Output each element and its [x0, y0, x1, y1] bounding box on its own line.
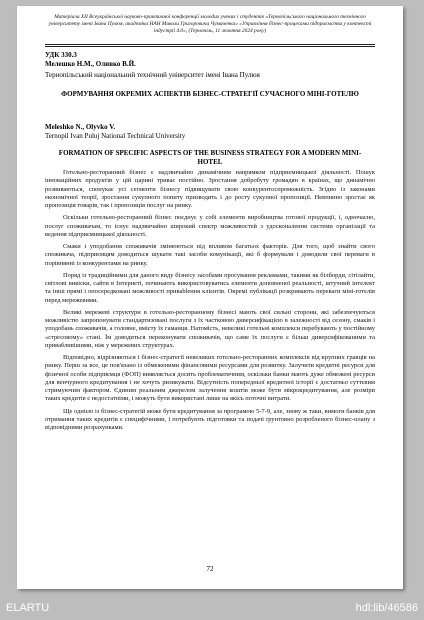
- paragraph: Готельно-ресторанний бізнес є надзвичайно динамічним напрямком підприємницької діяльності. Пошук інноваційних продуктів у цій царині триває постійно. Зростання добробуту громадян в країнах, що динамічно розвиваються, спонукає усі сегменти бізнесу підвищувати свою конкурентоспроможність. Згідно із законами економічної теорії, зростання сукупного попиту призводить і до росту сукупної пропозиції. Невпинно зростає як пропозиція товарів, так і пропозиція послуг на ринку.: [45, 169, 375, 209]
- udk-code: УДК 330.3: [45, 51, 77, 59]
- paragraph: Смаки і уподобання споживачів змінюються під впливом багатьох факторів. Для того, щоб знайти свого споживача, підприємцям доводиться шукати такі засоби комунікації, які б формували і доводили свої переваги в порівнянні із конкурентами на ринку.: [45, 243, 375, 267]
- paragraph: Ще однією із бізнес-стратегій може бути кредитування за програмою 5-7-9, але, знову ж таки, вимоги банків для отримання таких кредитів є специфічними, і потребують підготовки та подачі ґрунтовно розробленого бізнес-плану з відповідними розрахунками.: [45, 407, 375, 431]
- affiliation-ukrainian: Тернопільський національний технічний університет імені Івана Пулюя: [45, 71, 260, 79]
- viewer-footer: [0, 598, 424, 620]
- authors-english: Meleshko N., Olyvko V.: [45, 123, 116, 131]
- title-ukrainian: ФОРМУВАННЯ ОКРЕМИХ АСПЕКТІВ БІЗНЕС-СТРАТЕГІЇ СУЧАСНОГО МІНІ-ГОТЕЛЮ: [61, 90, 359, 98]
- conference-header: Матеріали XII Всеукраїнської науково-практичної конференції молодих учених і студентів «Тернопільського національного технічного університету імені Івана Пулюя, академіка НАН Миколи Григоровича Чумаченка» «Управління бізнес-процесами підприємства у контексті індустрії 4.0», (Тернопіль, 11 жовтня 2024 року): [48, 14, 372, 34]
- paragraph: Відповідно, відрізняються і бізнес-стратегії невеликих готельно-ресторанних комплексів від крупних гравців на ринку. Перш за все, це пов'язано із обмеженими фінансовими ресурсами для розвитку. Залучити кредитні ресурси для фізичної особи підприємця (ФОП) виявляється досить проблематичним, оскільки банки мають дуже обмежені ресурси для венчурного кредитування і не хочуть ризикувати. Відсутність попередньої кредитної історії є достатньо суттєвим стримуючим фактором. Єдиним реальним джерелом залучення коштів може бути мікрокредитування, але розміри таких кредитів є недостатніми, і можуть бути використані лише на якісь поточні витрати.: [45, 354, 375, 403]
- article-body: [45, 169, 375, 436]
- paragraph: Поряд із традиційними для даного виду бізнесу засобами просування рекламами, такими як білборди, сітілайти, світлові вивіски, сайти в Інтернеті, починають використовуватись елементи доповненої реальності, штучний інтелект та інші прямі і опосередковані можливості привablення клієнтів. Окремі публікації розкривають переваги міні-готелів перед мережевими.: [45, 271, 375, 304]
- paragraph: Великі мережеві структури в готельно-ресторанному бізнесі мають свої сильні сторони, які забезпечуються можливістю запропонувати стандартизовані послуги з їх частковою диверсифікацією в залежності від сезону, смаків і уподобань споживачів, а головне, вмісту їх гаманця. Натомість, невеликі готельні комплекси перебувають у постійному «стресовому» стані. Їм доводиться переконувати споживачів, що саме їх послуги є більш диверсифікованими та привабливішими, ніж у мережевих структурах.: [45, 308, 375, 349]
- title-english: FORMATION OF SPECIFIC ASPECTS OF THE BUSINESS STRATEGY FOR A MODERN MINI-HOTEL: [58, 149, 362, 166]
- header-rule-double: [45, 46, 375, 47]
- handle-identifier[interactable]: hdl:lib/46586: [355, 602, 418, 614]
- page-number: 72: [206, 565, 214, 573]
- authors-ukrainian: Мелешко Н.М., Оливко В.Й.: [45, 60, 136, 68]
- document-page: [17, 6, 403, 589]
- repository-name: ELARTU: [6, 602, 50, 614]
- header-rule: [45, 44, 375, 45]
- paragraph: Оскільки готельно-ресторанний бізнес поєднує у собі елементи виробництва готової продукції, і, одночасно, послуг споживачам, то існує надзвичайно широкий спектр можливостей з удосконалення системи організації та ведення підприємницької діяльності.: [45, 214, 375, 238]
- affiliation-english: Ternopil Ivan Puluj National Technical University: [45, 132, 186, 140]
